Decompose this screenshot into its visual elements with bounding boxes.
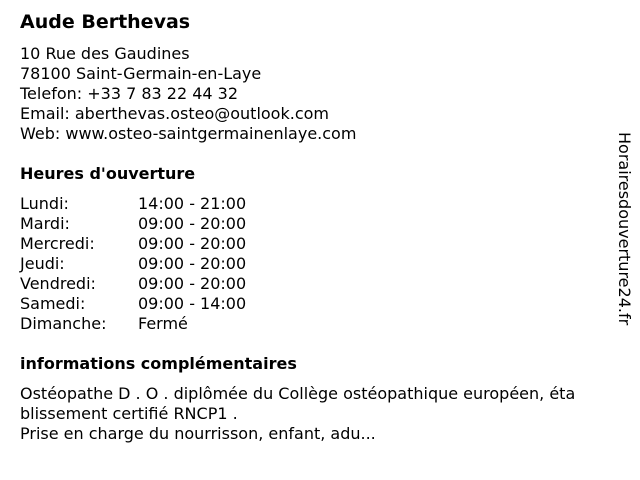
additional-info-text — [20, 384, 620, 444]
city-address: 78100 Saint-Germain-en-Laye — [20, 64, 262, 83]
opening-hours-heading: Heures d'ouverture — [20, 164, 196, 183]
time-value: 09:00 - 20:00 — [138, 234, 247, 253]
day-label: Jeudi: — [20, 254, 65, 273]
info-line: Prise en charge du nourrisson, enfant, adu... — [20, 424, 376, 443]
info-line: blissement certifié RNCP1 . — [20, 404, 238, 423]
street-address: 10 Rue des Gaudines — [20, 44, 190, 63]
phone-number: Telefon: +33 7 83 22 44 32 — [20, 84, 239, 103]
day-label: Vendredi: — [20, 274, 96, 293]
time-value: 14:00 - 21:00 — [138, 194, 247, 213]
time-value: 09:00 - 20:00 — [138, 254, 247, 273]
day-label: Mercredi: — [20, 234, 95, 253]
time-value: 09:00 - 20:00 — [138, 214, 247, 233]
website-address: Web: www.osteo-saintgermainenlaye.com — [20, 124, 357, 143]
day-label: Mardi: — [20, 214, 70, 233]
day-label: Samedi: — [20, 294, 86, 313]
day-label: Lundi: — [20, 194, 69, 213]
site-watermark-text: Horairesdouverture24.fr — [615, 132, 634, 326]
info-line: Ostéopathe D . O . diplômée du Collège ostéopathique européen, éta — [20, 384, 576, 403]
time-value: 09:00 - 14:00 — [138, 294, 247, 313]
business-name: Aude Berthevas — [20, 11, 191, 33]
day-label: Dimanche: — [20, 314, 107, 333]
time-value: 09:00 - 20:00 — [138, 274, 247, 293]
time-value: Fermé — [138, 314, 188, 333]
email-address: Email: aberthevas.osteo@outlook.com — [20, 104, 329, 123]
additional-info-heading: informations complémentaires — [20, 354, 297, 373]
site-watermark — [612, 132, 636, 346]
contact-details — [20, 44, 356, 144]
